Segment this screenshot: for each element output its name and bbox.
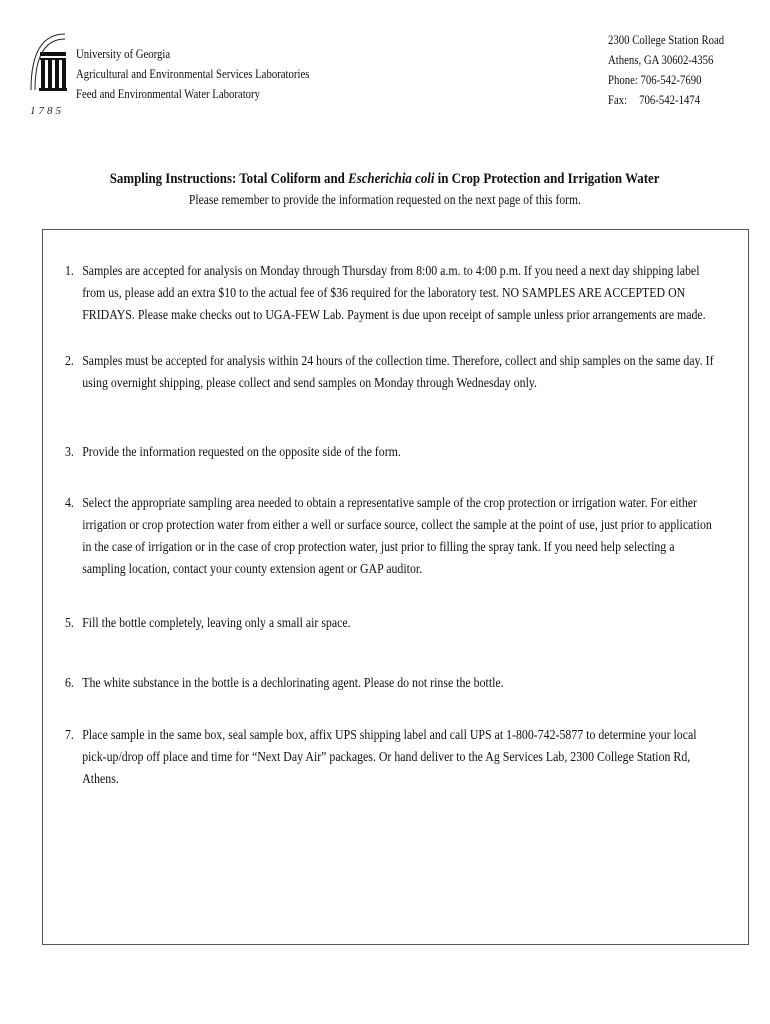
instruction-item-3	[65, 441, 719, 463]
fax-line	[608, 90, 724, 110]
address-block	[608, 30, 724, 110]
item-number: 5.	[65, 615, 74, 630]
instruction-item-4	[65, 492, 719, 580]
instruction-item-5	[65, 612, 719, 634]
item-text: The white substance in the bottle is a dechlorinating agent. Please do not rinse the bottle.	[82, 675, 504, 690]
seal-year-text: 1785	[30, 105, 64, 116]
city-state-zip: Athens, GA 30602-4356	[608, 53, 714, 67]
page-title	[110, 168, 660, 190]
university-seal-logo	[28, 32, 68, 116]
item-text: Place sample in the same box, seal sample box, affix UPS shipping label and call UPS at 1-800-742-5877 to determine your local pick-up/drop off place and time for “Next Day Air” packages. Or hand deliver to the Ag Services Lab, 2300 College Station Rd, Athens.	[82, 727, 697, 786]
department-name: Agricultural and Environmental Services Laboratories	[76, 67, 310, 81]
title-part-1: Sampling Instructions: Total Coliform and	[110, 171, 349, 187]
uga-arch-seal-icon	[28, 32, 68, 116]
organization-block	[76, 44, 309, 104]
item-text: Samples are accepted for analysis on Monday through Thursday from 8:00 a.m. to 4:00 p.m. If you need a next day shipping label from us, please add an extra $10 to the actual fee of $36 required for the laboratory test. NO SAMPLES ARE ACCEPTED ON FRIDAYS. Please make checks out to UGA-FEW Lab. Payment is due upon receipt of sample unless prior arrangements are made.	[82, 263, 706, 322]
phone-number: Phone: 706-542-7690	[608, 73, 702, 87]
item-text: Select the appropriate sampling area needed to obtain a representative sample of the crop protection or irrigation water. For either irrigation or crop protection water from either a well or surface source, collect the sample at the point of use, just prior to application in the case of irrigation or in the case of crop protection water, just prior to filling the spray tank. If you need help selecting a sampling location, contact your county extension agent or GAP auditor.	[82, 495, 712, 576]
instruction-item-1	[65, 260, 719, 326]
university-name: University of Georgia	[76, 47, 171, 61]
item-number: 6.	[65, 675, 74, 690]
fax-number: 706-542-1474	[639, 93, 701, 107]
title-organism-name: Escherichia coli	[348, 171, 435, 187]
item-number: 7.	[65, 727, 74, 742]
title-part-2: in Crop Protection and Irrigation Water	[434, 171, 660, 187]
instruction-item-6	[65, 672, 719, 694]
item-number: 3.	[65, 444, 74, 459]
item-text: Samples must be accepted for analysis within 24 hours of the collection time. Therefore, collect and ship samples on the same day. If using overnight shipping, please collect and send samples on Monday through Wednesday only.	[82, 353, 714, 390]
laboratory-name: Feed and Environmental Water Laboratory	[76, 87, 261, 101]
instruction-item-2	[65, 350, 719, 394]
fax-label: Fax:	[608, 93, 628, 107]
instruction-item-7	[65, 724, 719, 790]
item-number: 1.	[65, 263, 74, 278]
title-block	[0, 168, 770, 210]
item-number: 4.	[65, 495, 74, 510]
item-number: 2.	[65, 353, 74, 368]
item-text: Provide the information requested on the opposite side of the form.	[82, 444, 401, 459]
street-address: 2300 College Station Road	[608, 33, 725, 47]
instructions-box	[42, 229, 749, 945]
item-text: Fill the bottle completely, leaving only a small air space.	[82, 615, 351, 630]
page-subtitle: Please remember to provide the information requested on the next page of this form.	[188, 192, 582, 207]
